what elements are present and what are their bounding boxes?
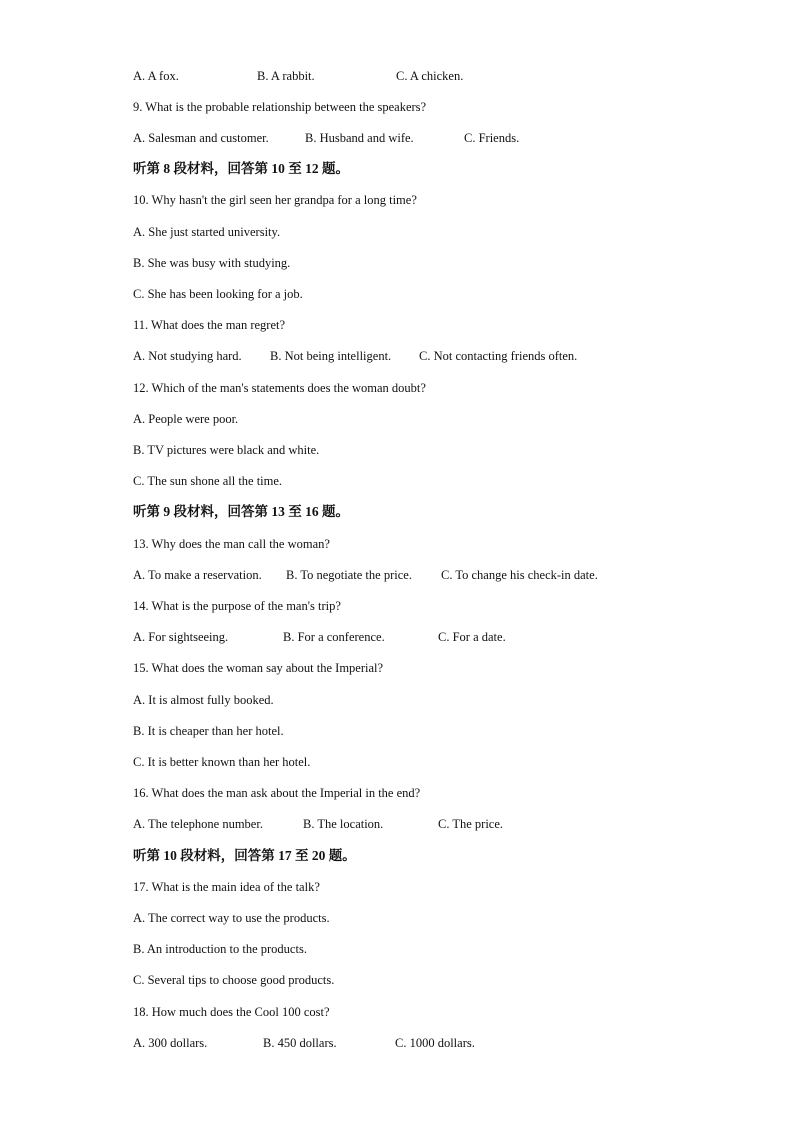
- option-b: B. Not being intelligent.: [270, 349, 392, 363]
- option-c: C. To change his check-in date.: [441, 568, 598, 582]
- question-15: 15. What does the woman say about the Imperial?: [133, 661, 384, 675]
- q11-options: [133, 346, 577, 366]
- option-c: C. Friends.: [464, 131, 520, 145]
- q15-option-b: B. It is cheaper than her hotel.: [133, 724, 284, 738]
- option-b: B. 450 dollars.: [263, 1036, 337, 1050]
- q14-options: [133, 627, 506, 647]
- section-heading-9: 听第 9 段材料，回答第 13 至 16 题。: [133, 504, 349, 519]
- option-b: B. The location.: [303, 817, 384, 831]
- q10-option-b: B. She was busy with studying.: [133, 256, 291, 270]
- option-a: A. Salesman and customer.: [133, 131, 269, 145]
- option-a: A. Not studying hard.: [133, 349, 242, 363]
- option-c: C. 1000 dollars.: [395, 1036, 475, 1050]
- option-b: B. A rabbit.: [257, 69, 315, 83]
- q12-option-c: C. The sun shone all the time.: [133, 474, 283, 488]
- q10-option-a: A. She just started university.: [133, 225, 281, 239]
- option-a: A. To make a reservation.: [133, 568, 262, 582]
- q17-option-a: A. The correct way to use the products.: [133, 911, 330, 925]
- option-c: C. For a date.: [438, 630, 506, 644]
- option-b: B. To negotiate the price.: [286, 568, 412, 582]
- option-c: C. Not contacting friends often.: [419, 349, 578, 363]
- q18-options: [133, 1033, 475, 1053]
- question-16: 16. What does the man ask about the Imperial in the end?: [133, 786, 421, 800]
- q17-option-b: B. An introduction to the products.: [133, 942, 307, 956]
- question-11: 11. What does the man regret?: [133, 318, 286, 332]
- option-a: A. For sightseeing.: [133, 630, 229, 644]
- question-13: 13. Why does the man call the woman?: [133, 537, 330, 551]
- question-12: 12. Which of the man's statements does the woman doubt?: [133, 381, 426, 395]
- option-a: A. 300 dollars.: [133, 1036, 208, 1050]
- section-heading-8: 听第 8 段材料，回答第 10 至 12 题。: [133, 161, 349, 176]
- option-c: C. The price.: [438, 817, 504, 831]
- question-9: 9. What is the probable relationship between the speakers?: [133, 100, 427, 114]
- question-17: 17. What is the main idea of the talk?: [133, 880, 320, 894]
- question-10: 10. Why hasn't the girl seen her grandpa for a long time?: [133, 193, 417, 207]
- option-a: A. A fox.: [133, 69, 179, 83]
- q16-options: [133, 814, 503, 834]
- q13-options: [133, 565, 598, 585]
- section-heading-10: 听第 10 段材料，回答第 17 至 20 题。: [133, 848, 356, 863]
- q12-option-a: A. People were poor.: [133, 412, 239, 426]
- option-b: B. Husband and wife.: [305, 131, 414, 145]
- q8-options: [133, 66, 463, 86]
- q17-option-c: C. Several tips to choose good products.: [133, 973, 335, 987]
- question-18: 18. How much does the Cool 100 cost?: [133, 1005, 330, 1019]
- q9-options: [133, 128, 519, 148]
- question-14: 14. What is the purpose of the man's trip?: [133, 599, 341, 613]
- q15-option-a: A. It is almost fully booked.: [133, 693, 274, 707]
- q12-option-b: B. TV pictures were black and white.: [133, 443, 320, 457]
- option-b: B. For a conference.: [283, 630, 385, 644]
- q15-option-c: C. It is better known than her hotel.: [133, 755, 311, 769]
- option-c: C. A chicken.: [396, 69, 464, 83]
- q10-option-c: C. She has been looking for a job.: [133, 287, 303, 301]
- option-a: A. The telephone number.: [133, 817, 263, 831]
